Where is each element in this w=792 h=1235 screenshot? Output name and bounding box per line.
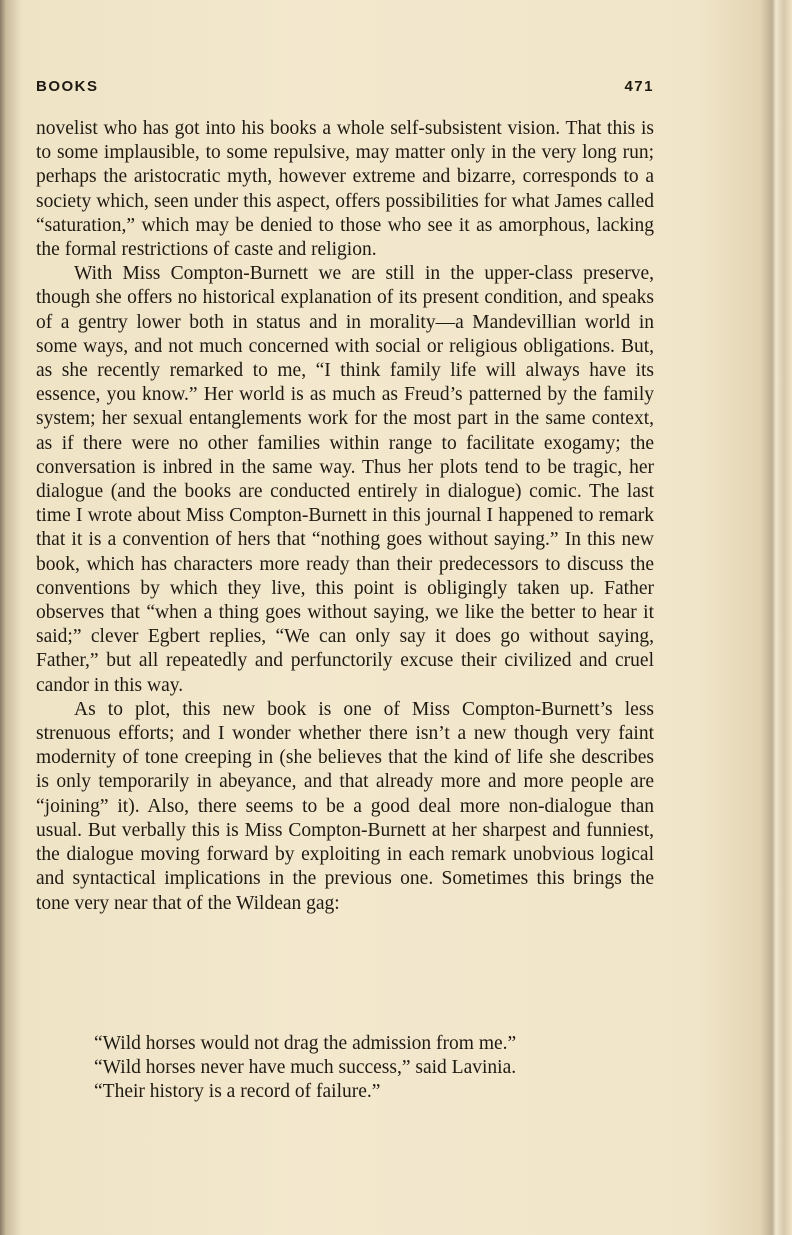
quote-line-2: “Wild horses never have much success,” said Lavinia. bbox=[94, 1057, 517, 1079]
paragraph-2: With Miss Compton-Burnett we are still in the upper-class preserve, though she offers no historical explanation of its present condition, and speaks of a gentry lower both in status and in morality—a Mandevillian world in some ways, and not much concerned with social or religious obligations. But, as she recently remarked to me, “I think family life will always have its essence, you know.” Her world is as much as Freud’s patterned by the family system; her sexual entanglements work for the most part in the same context, as if there were no other families within range to facilitate exogamy; the conversation is inbred in the same way. Thus her plots tend to be tragic, her dialogue (and the books are conducted entirely in dialogue) comic. The last time I wrote about Miss Compton-Burnett in this journal I happened to remark that it is a convention of hers that “nothing goes without saying.” In this new book, which has characters more ready than their predecessors to discuss the conventions by which they live, this point is obligingly taken up. Father observes that “when a thing goes without saying, we like the better to hear it said;” clever Egbert replies, “We can only say it does go without saying, Father,” but all repeatedly and perfunctorily excuse their civilized and cruel candor in this way. bbox=[36, 263, 654, 696]
running-head bbox=[36, 78, 654, 95]
quote-line-1: “Wild horses would not drag the admission from me.” bbox=[94, 1033, 517, 1054]
block-quote bbox=[94, 1032, 634, 1105]
quote-line-3: “Their history is a record of failure.” bbox=[94, 1081, 381, 1103]
paragraph-1: novelist who has got into his books a whole self-subsistent vision. That this is to some implausible, to some repulsive, may matter only in the very long run; perhaps the aristocratic myth, however extreme and bizarre, corresponds to a society which, seen under this aspect, offers possibilities for what James called “saturation,” which may be denied to those who see it as amorphous, lacking the formal restrictions of caste and religion. bbox=[36, 118, 654, 261]
paragraph-3: As to plot, this new book is one of Miss Compton-Burnett’s less strenuous efforts; and I wonder whether there isn’t a new though very faint modernity of tone creeping in (she believes that the kind of life she describes is only temporarily in abeyance, and that already more and more people are “joining” it). Also, there seems to be a good deal more non-dialogue than usual. But verbally this is Miss Compton-Burnett at her sharpest and funniest, the dialogue moving forward by exploiting in each remark unobvious logical and syntactical implications in the previous one. Sometimes this brings the tone very near that of the Wildean gag: bbox=[36, 698, 654, 914]
section-title: BOOKS bbox=[36, 78, 99, 95]
body-text bbox=[36, 117, 654, 916]
page-number: 471 bbox=[624, 78, 654, 95]
